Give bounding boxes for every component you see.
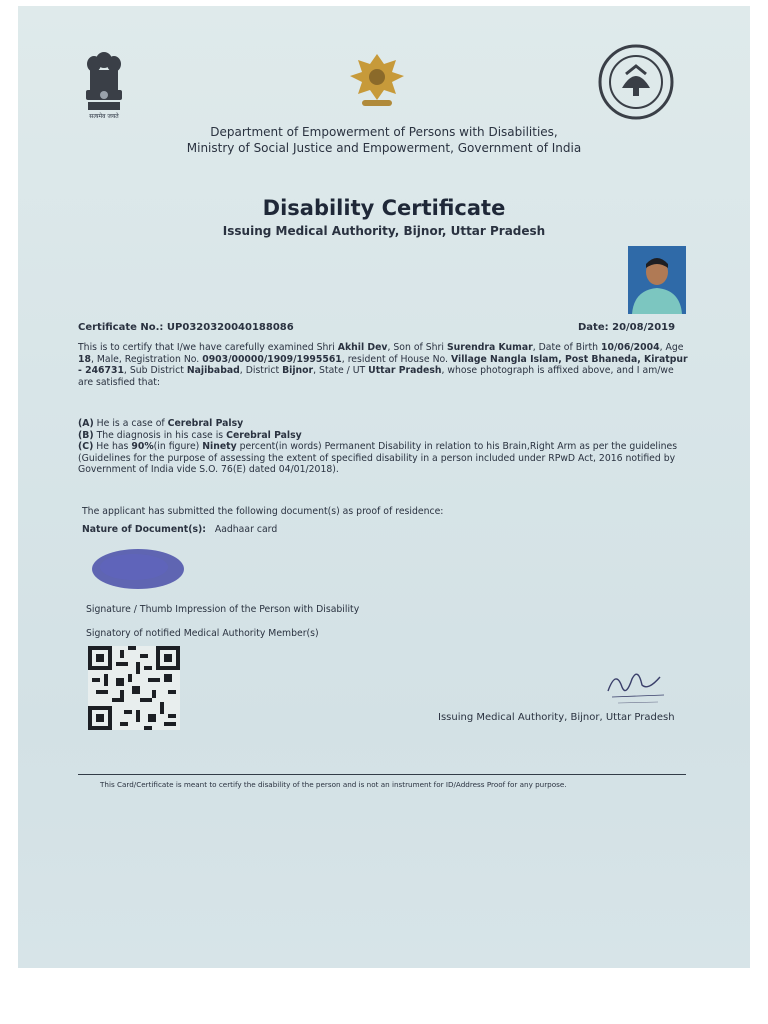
thumb-impression: [90, 546, 186, 592]
department-line: Department of Empowerment of Persons with Disabilities,: [210, 125, 558, 139]
certificate-date: Date: 20/08/2019: [578, 322, 676, 333]
certificate-subtitle: Issuing Medical Authority, Bijnor, Uttar Pradesh: [222, 224, 546, 238]
ministry-line: Ministry of Social Justice and Empowerment, Government of India: [186, 141, 582, 155]
finding-b: (B) The diagnosis in his case is Cerebral Palsy: [78, 429, 302, 441]
residence-proof-text: The applicant has submitted the following document(s) as proof of residence:: [82, 506, 444, 517]
findings-list: [78, 418, 690, 476]
person-signature-label: Signature / Thumb Impression of the Person with Disability: [86, 604, 360, 615]
emblem-caption: सत्यमेव जयते: [89, 113, 119, 120]
document-nature: Nature of Document(s): Aadhaar card: [82, 524, 278, 535]
certification-paragraph: This is to certify that I/we have carefully examined Shri Akhil Dev, Son of Shri Surendra Kumar, Date of Birth 10/06/2004, Age 18, Male, Registration No. 0903/00000/1909/1995561, resident of House No. Village Nangla Islam, Post Bhaneda, Kiratpur - 246731, Sub District Najibabad, District Bijnor, State / UT Uttar Pradesh, whose photograph is affixed above, and I am/we are satisfied that:: [78, 342, 688, 388]
footer-divider: [78, 774, 686, 775]
disability-emblem-icon: [344, 50, 410, 112]
certificate-number: Certificate No.: UP0320320040188086: [78, 322, 294, 333]
footer-disclaimer: This Card/Certificate is meant to certify the disability of the person and is not an instrument for ID/Address Proof for any purpose.: [100, 780, 567, 789]
applicant-photo: [628, 246, 686, 314]
authority-signature: [598, 661, 678, 711]
finding-c: (C) He has 90%(in figure) Ninety percent(in words) Permanent Disability in relation to his Brain,Right Arm as per the guidelines (Guidelines for the purpose of assessing the extent of specified disability in a person included under RPwD Act, 2016 notified by Government of India vide S.O. 76(E) dated 04/01/2018).: [78, 441, 678, 476]
signatory-label: Signatory of notified Medical Authority Member(s): [86, 628, 319, 639]
certificate-paper: [18, 6, 750, 968]
issuing-authority: Issuing Medical Authority, Bijnor, Uttar Pradesh: [438, 712, 675, 723]
state-seal-icon: [598, 44, 674, 120]
finding-a: (A) He is a case of Cerebral Palsy: [78, 418, 244, 429]
certificate-title: Disability Certificate: [262, 196, 506, 220]
qr-code: [88, 646, 180, 730]
